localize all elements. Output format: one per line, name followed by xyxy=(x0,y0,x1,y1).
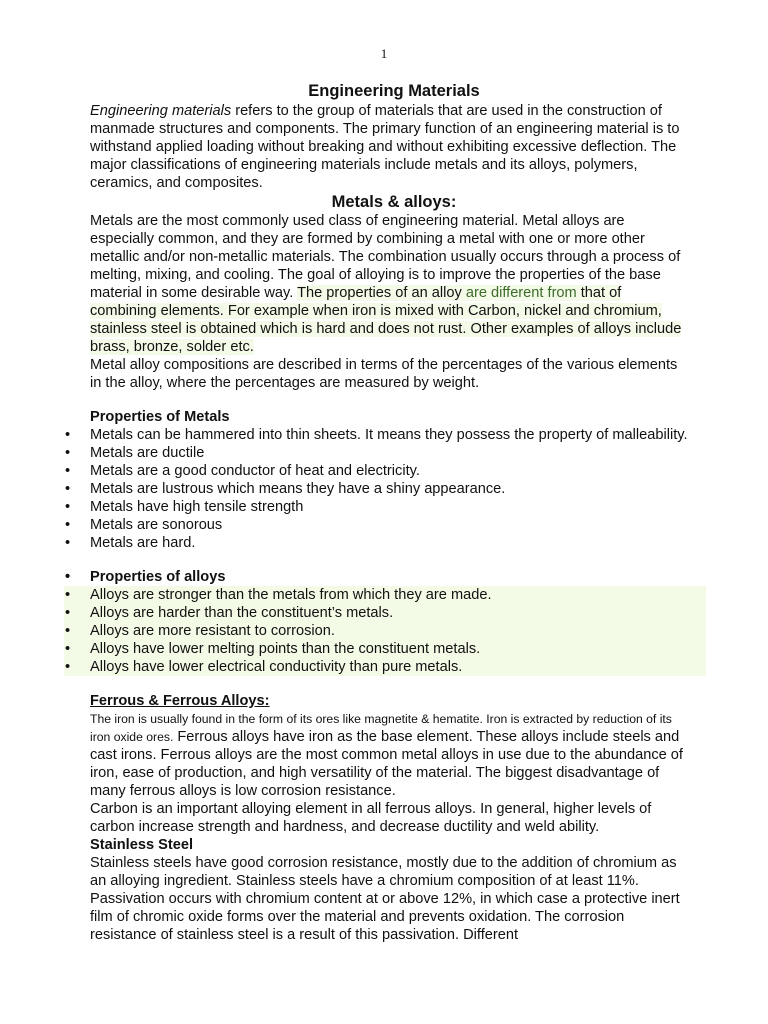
page-title: Engineering Materials xyxy=(308,82,480,100)
list-item: • Metals are lustrous which means they have a shiny appearance. xyxy=(90,480,690,498)
alloys-highlight-box xyxy=(64,586,706,676)
list-item: • Alloys are harder than the constituent’s metals. xyxy=(90,604,706,622)
highlight-part-a: The properties of an alloy xyxy=(297,285,466,301)
ferrous-heading-text: Ferrous & Ferrous Alloys xyxy=(90,693,265,709)
highlight-green-text: are different from xyxy=(465,285,577,301)
stainless-paragraph: Stainless steels have good corrosion resistance, mostly due to the addition of chromium as an alloying ingredient. Stainless steels have a chromium composition of at least 11%. Passivation occurs with chromium content at or above 12%, in which case a protective inert film of chromic oxide forms over the material and prevents oxidation. The corrosion resistance of stainless steel is a result of this passivation. Different xyxy=(90,855,680,943)
section-heading-metals: Metals & alloys: xyxy=(331,193,457,211)
list-item: • Alloys are more resistant to corrosion. xyxy=(90,622,706,640)
list-item: • Alloys have lower melting points than the constituent metals. xyxy=(90,640,706,658)
intro-paragraph xyxy=(90,102,690,192)
list-item: • Metals are sonorous xyxy=(90,516,690,534)
intro-term: Engineering materials xyxy=(90,103,232,119)
stainless-heading: Stainless Steel xyxy=(90,837,194,853)
ferrous-small-text: The iron is usually found in the form of its ores like magnetite & hematite. Iron is extracted by reduction of its iron oxide ores. xyxy=(90,712,672,744)
properties-metals-list xyxy=(90,426,690,552)
list-item: • Metals can be hammered into thin sheets. It means they possess the property of malleability. xyxy=(90,426,690,444)
list-item: • Alloys have lower electrical conductivity than pure metals. xyxy=(90,658,706,676)
highlight-part-b: that of combining elements. For example when iron is mixed with Carbon, nickel and chromium, stainless steel is obtained which is hard and does not rust. Other examples of alloys include brass, bronze, solder etc. xyxy=(90,285,682,355)
composition-paragraph: Metal alloy compositions are described in terms of the percentages of the various elements in the alloy, where the percentages are measured by weight. xyxy=(90,357,678,391)
list-item: • Alloys are stronger than the metals from which they are made. xyxy=(90,586,706,604)
properties-alloys-list xyxy=(90,586,706,676)
metals-paragraph xyxy=(90,212,690,356)
metals-text: Metals are the most commonly used class of engineering material. Metal alloys are especially common, and they are formed by combining a metal with one or more other metallic and/or non-metallic materials. The combination usually occurs through a process of melting, mixing, and cooling. The goal of alloying is to improve the properties of the base material in some desirable way. xyxy=(90,213,681,301)
ferrous-text: Ferrous alloys have iron as the base element. These alloys include steels and cast irons. Ferrous alloys are the most common metal alloys in use due to the abundance of iron, ease of production, and high versatility of the material. The biggest disadvantage of many ferrous alloys is low corrosion resistance. xyxy=(90,729,683,799)
intro-text: refers to the group of materials that are used in the construction of manmade structures and components. The primary function of an engineering material is to withstand applied loading without breaking and without exhibiting excessive deflection. The major classifications of engineering materials include metals and its alloys, polymers, ceramics, and composites. xyxy=(90,103,680,191)
ferrous-paragraph xyxy=(90,710,690,800)
document-body xyxy=(90,80,690,944)
list-item: • Metals have high tensile strength xyxy=(90,498,690,516)
carbon-paragraph: Carbon is an important alloying element in all ferrous alloys. In general, higher levels of carbon increase strength and hardness, and decrease ductility and weld ability. xyxy=(90,801,652,835)
ferrous-heading xyxy=(90,692,690,710)
list-item: • Metals are a good conductor of heat and electricity. xyxy=(90,462,690,480)
properties-alloys-heading-list xyxy=(90,568,690,586)
properties-alloys-heading: • Properties of alloys xyxy=(90,568,690,586)
properties-metals-heading: Properties of Metals xyxy=(90,409,230,425)
list-item: • Metals are hard. xyxy=(90,534,690,552)
ferrous-heading-colon: : xyxy=(264,693,270,709)
list-item: • Metals are ductile xyxy=(90,444,690,462)
page-number: 1 xyxy=(380,46,388,61)
